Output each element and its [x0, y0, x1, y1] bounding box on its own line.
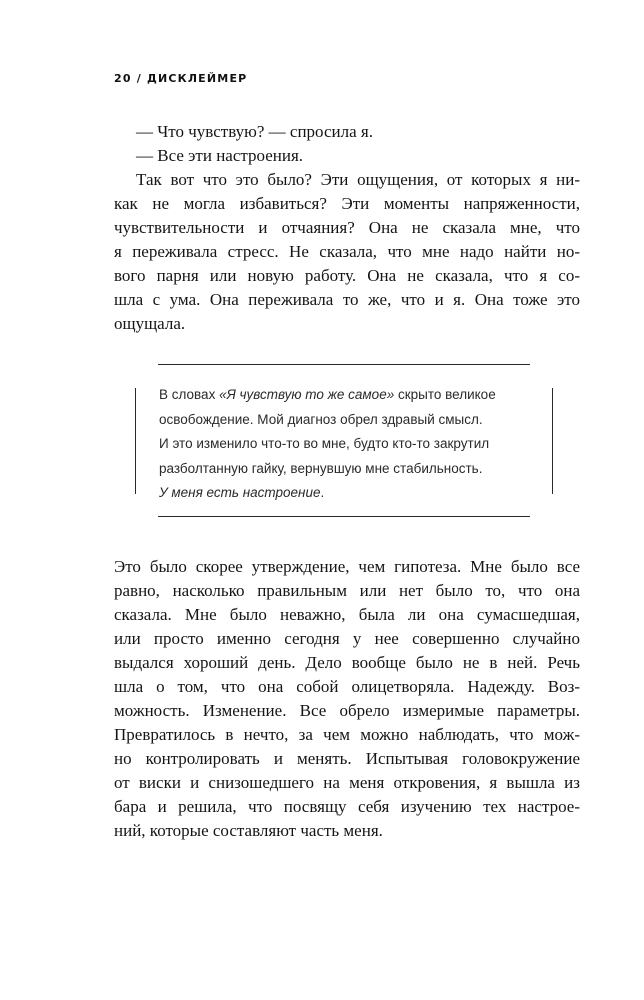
text-line: шла о том, что она собой олицетворяла. Надежду. Воз-: [114, 677, 580, 696]
quote-line: И это изменило что-то во мне, будто кто-то закрутил: [159, 436, 490, 451]
text-line: можность. Изменение. Все обрело измеримые параметры.: [114, 701, 580, 720]
text-line: сказала. Мне было неважно, была ли она сумасшедшая,: [114, 605, 580, 624]
text-line: бара и решила, что посвящу себя изучению тех настрое-: [114, 797, 580, 816]
quote-italic-phrase: «Я чувствую то же самое»: [219, 387, 395, 402]
quote-line: освобождение. Мой диагноз обрел здравый смысл.: [159, 411, 483, 427]
text-line: ощущала.: [114, 314, 186, 333]
text-line: или просто именно сегодня у нее совершенно случайно: [114, 629, 580, 648]
text-line: — Что чувствую? — спросила я.: [136, 122, 373, 141]
callout-top-rule: [158, 364, 530, 365]
text-line: Так вот что это было? Эти ощущения, от которых я ни-: [136, 170, 580, 189]
quote-text: .: [320, 485, 325, 500]
quote-line: разболтанную гайку, вернувшую мне стабильность.: [159, 460, 483, 476]
text-line: — Все эти настроения.: [136, 146, 304, 165]
text-line: как не могла избавиться? Эти моменты напряженности,: [114, 194, 580, 213]
text-line: равно, насколько правильным или нет было то, что она: [114, 581, 580, 600]
text-line: выдался хороший день. Дело вообще было не в ней. Речь: [114, 653, 580, 672]
running-header: 20 / ДИСКЛЕЙМЕР: [114, 72, 248, 85]
text-line: от виски и снизошедшего на меня откровения, я вышла из: [114, 773, 580, 792]
quote-line: [159, 481, 531, 506]
text-line: шла с ума. Она переживала то же, что и я. Она тоже это: [114, 290, 580, 309]
quote-text: скрыто великое: [394, 387, 496, 402]
callout-left-bar: [135, 388, 136, 494]
text-line: но контролировать и менять. Испытывая головокружение: [114, 749, 580, 768]
text-line: я переживала стресс. Не сказала, что мне надо найти но-: [114, 242, 580, 261]
quote-line: [159, 383, 531, 408]
text-line: ний, которые составляют часть меня.: [114, 821, 383, 840]
quote-text: В словах: [159, 387, 220, 402]
callout-bottom-rule: [158, 516, 530, 517]
paragraph-dialogue: [114, 120, 580, 336]
callout-right-bar: [552, 388, 553, 494]
text-line: вого парня или новую работу. Она не сказала, что я со-: [114, 266, 580, 285]
pull-quote: [159, 383, 531, 506]
quote-italic-phrase: У меня есть настроение: [159, 485, 321, 500]
text-line: Превратилось в нечто, за чем можно наблюдать, что мож-: [114, 725, 580, 744]
text-line: Это было скорее утверждение, чем гипотеза. Мне было все: [114, 557, 580, 576]
paragraph-main: [114, 555, 580, 843]
text-line: чувствительности и отчаяния? Она не сказала мне, что: [114, 218, 580, 237]
